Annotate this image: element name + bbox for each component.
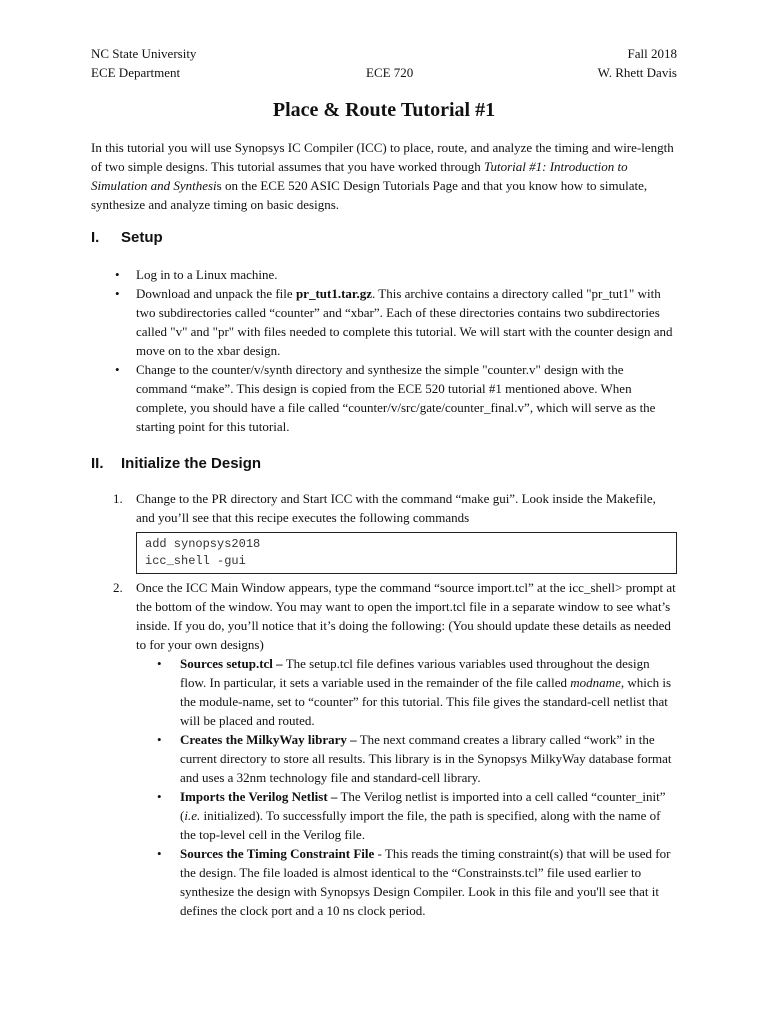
header-row-2 <box>91 63 677 82</box>
item-text: The Verilog netlist is imported into a cell called “counter_init” ( <box>180 789 666 823</box>
header-course: ECE 720 <box>366 65 414 80</box>
list-item <box>91 265 677 284</box>
list-item <box>157 654 677 730</box>
step-text: Once the ICC Main Window appears, type the command “source import.tcl” at the icc_shell> prompt at the bottom of the window. You may want to open the import.tcl file in a separate window to see what’s inside. If you do, you’ll notice that it’s doing the following: (You should update these details as needed to for your own designs) <box>136 580 676 652</box>
intro-paragraph <box>91 138 677 214</box>
code-line: icc_shell -gui <box>145 554 246 568</box>
section-label: Initialize the Design <box>121 455 262 472</box>
item-text: , which is the module-name, set to “counter” for this tutorial. This file gives the standard-cell netlist that will be placed and routed. <box>180 675 672 728</box>
list-item <box>91 360 677 436</box>
list-item <box>91 284 677 360</box>
bullet-icon: • <box>157 732 162 747</box>
bullet-icon: • <box>115 267 120 282</box>
item-heading: Sources setup.tcl – <box>180 656 283 671</box>
header-term: Fall 2018 <box>627 46 677 61</box>
list-item <box>157 730 677 787</box>
intro-text-2: s on the ECE 520 ASIC Design Tutorials Page and that you know how to simulate, synthesize and analyze timing on basic designs. <box>91 178 648 212</box>
header-university: NC State University <box>91 46 197 61</box>
section-heading-initialize <box>91 454 677 474</box>
bullet-icon: • <box>115 362 120 377</box>
list-item <box>157 787 677 844</box>
section-heading-setup <box>91 228 677 248</box>
bullet-icon: • <box>157 846 162 861</box>
item-text: initialized). To successfully import the file, the path is specified, along with the name of the top-level cell in the Verilog file. <box>180 808 661 842</box>
header-row-1 <box>91 44 677 63</box>
list-item-text: Download and unpack the file <box>136 286 296 301</box>
list-item-text: Change to the counter/v/synth directory and synthesize the simple "counter.v" design with the command “make”. This design is copied from the ECE 520 tutorial #1 mentioned above. When complete, you should have a file called “counter/v/src/gate/counter_final.v”, which will serve as the starting point for this tutorial. <box>136 362 656 434</box>
step-text: Change to the PR directory and Start ICC with the command “make gui”. Look inside the Makefile, and you’ll see that this recipe executes the following commands <box>136 491 656 525</box>
step-number: 2. <box>113 580 123 595</box>
list-item <box>157 844 677 920</box>
section-label: Setup <box>121 229 163 246</box>
item-text: The setup.tcl file defines various variables used throughout the design flow. In particular, it sets a variable used in the remainder of the file called <box>180 656 650 690</box>
step-2 <box>91 578 677 654</box>
item-text: - This reads the timing constraint(s) that will be used for the design. The file loaded is almost identical to the “Constrainsts.tcl” file used earlier to synthesize the design with Synopsys Design Compiler. Look in this file and you'll see that it defines the clock port and a 10 ns clock period. <box>180 846 671 918</box>
item-italic: modname <box>570 675 621 690</box>
item-heading: Sources the Timing Constraint File <box>180 846 375 861</box>
item-italic: i.e. <box>184 808 201 823</box>
initialize-steps-cont <box>91 578 677 654</box>
list-item-text: Log in to a Linux machine. <box>136 267 278 282</box>
item-text: The next command creates a library called “work” in the current directory to store all results. This library is in the Synopsys MilkyWay database format and uses a 32nm technology file and standard-cell library. <box>180 732 672 785</box>
step-number: 1. <box>113 491 123 506</box>
step-1 <box>91 489 677 527</box>
bullet-icon: • <box>115 286 120 301</box>
list-item-text: . This archive contains a directory called "pr_tut1" with two subdirectories called “counter” and “xbar”. Each of these directories contains two subdirectories called "v" and "pr" with files needed to complete this tutorial. We will start with the counter design and move on to the xbar design. <box>136 286 673 358</box>
initialize-steps <box>91 489 677 527</box>
item-heading: Creates the MilkyWay library – <box>180 732 357 747</box>
header-author: W. Rhett Davis <box>597 65 677 80</box>
section-number: I. <box>91 229 100 246</box>
bullet-icon: • <box>157 656 162 671</box>
intro-tutorial-ref: Tutorial #1: Introduction to Simulation and Synthesi <box>91 159 628 193</box>
setup-list <box>91 265 677 436</box>
document-page <box>91 44 677 920</box>
section-number: II. <box>91 455 104 472</box>
code-line: add synopsys2018 <box>145 537 261 551</box>
import-actions-list <box>91 654 677 920</box>
bullet-icon: • <box>157 789 162 804</box>
code-block <box>136 532 677 574</box>
archive-filename: pr_tut1.tar.gz <box>295 286 373 301</box>
item-heading: Imports the Verilog Netlist – <box>180 789 338 804</box>
intro-text-1: In this tutorial you will use Synopsys IC Compiler (ICC) to place, route, and analyze the timing and wire-length of two simple designs. This tutorial assumes that you have worked through <box>91 140 674 174</box>
document-title: Place & Route Tutorial #1 <box>272 99 496 121</box>
header-department: ECE Department <box>91 65 181 80</box>
